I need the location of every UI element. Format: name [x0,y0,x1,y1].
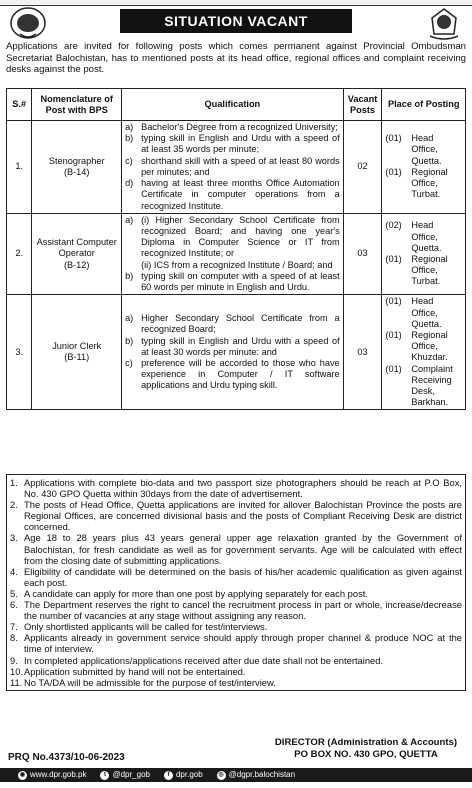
place-text: Regional Office, Turbat. [411,166,448,200]
row-post [32,121,122,214]
note-text: Application submitted by hand will not be entertained. [24,665,246,677]
row-sno: 1. [7,121,32,214]
table-row [7,121,466,214]
qualification-label: d) [125,178,134,189]
col-qualification: Qualification [122,89,344,121]
qualification-item [125,133,340,155]
place-text: Regional Office, Khuzdar. [411,329,448,363]
qualification-label: c) [125,155,133,166]
note-item [10,566,462,588]
qualification-text: typing skill in English and Urdu with a speed of at least 35 words per minute; [141,133,340,155]
place-text: Head Office, Quetta. [411,220,442,253]
note-number: 2. [10,499,18,511]
row-vacant: 03 [343,295,382,410]
col-sno: S.# [7,89,32,121]
row-sno: 3. [7,295,32,410]
note-item [10,677,462,688]
intro-paragraph: Applications are invited for following posts which comes permanent against Provincial Ombudsman Secretariat Balochistan, has to mentioned posts at its head office, regional offices and complaint receiving desks against the post. [6,41,466,75]
post-bps: (B-12) [63,259,90,270]
col-place: Place of Posting [382,89,466,121]
emblem-left-icon [8,6,48,40]
note-number: 1. [10,477,18,488]
row-vacant: 03 [343,213,382,295]
note-text: Only shortlisted applicants will be called for test/interviews. [24,621,268,633]
note-text: The posts of Head Office, Quetta applications are invited for allover Balochistan Province the posts are Regional Offices, are concerned divisional basis and the posts of Compliant Receiving Desk are district concerned. [24,499,462,533]
note-number: 6. [10,599,18,611]
note-number: 4. [10,565,18,577]
post-bps: (B-14) [63,166,90,177]
row-qualification [122,213,344,295]
place-text: Head Office, Quetta. [411,133,442,166]
qualification-text: preference will be accorded to those who have experience in Computer / IT software applications and Urdu typing skill. [141,357,340,391]
director-address: PO BOX NO. 430 GPO, QUETTA [294,748,438,760]
qualification-label: a) [125,313,134,324]
row-vacant: 02 [343,121,382,214]
row-place [382,121,466,214]
row-post [32,213,122,295]
qualification-item [125,122,340,133]
row-place [382,213,466,295]
qualification-label: b) [125,335,134,346]
globe-icon: ◉ [19,771,26,778]
qualification-label: a) [125,214,134,225]
qualification-text: Higher Secondary School Certificate from a recognized Board; [141,313,340,335]
top-strip [0,0,472,6]
twitter-icon: t [100,771,109,780]
note-text: The Department reserves the right to cancel the recruitment process in part or whole, increase/decrease the number of vacancies at any stage without assigning any reason. [24,599,462,622]
place-count: (01) [385,166,402,177]
place-text: Regional Office, Turbat. [411,254,448,287]
place-item [385,254,462,288]
note-number: 3. [10,532,18,544]
note-item [10,655,462,666]
note-number: 9. [10,654,18,666]
row-place [382,295,466,410]
qualification-item [125,336,340,358]
qualification-text: shorthand skill with a speed of at least 80 words per minutes; and [141,155,340,177]
row-sno: 2. [7,213,32,295]
note-number: 7. [10,621,18,633]
col-post: Nomenclature of Post with BPS [32,89,122,121]
note-text: Applicants already in government service should apply through proper channel & produce NOC at the time of interview. [24,632,462,655]
qualification-item [125,215,340,260]
page-title: SITUATION VACANT [120,9,352,33]
note-item [10,532,462,565]
qualification-text: having at least three months Office Automation Certificate in computer operations from a recognized Institute. [141,178,340,211]
qualification-text: (i) Higher Secondary School Certificate from recognized Board; and having one year's Diploma in Computer Science or IT from recognized Institute; or [141,214,340,259]
place-item [385,330,462,364]
note-text: Applications with complete bio-data and two passport size photographers should be reach at P.O Box, No. 430 GPO Quetta within 30days from the date of advertisement. [24,477,462,500]
footer-twitter[interactable]: t @dpr_gob [100,770,149,780]
footer-facebook[interactable]: f dpr.gob [164,770,203,780]
qualification-label: b) [125,133,134,144]
qualification-item [125,271,340,293]
note-number: 8. [10,632,18,644]
place-item [385,133,462,167]
footer-web[interactable]: ◉ www.dpr.gob.pk [19,770,87,780]
place-count: (01) [385,363,402,374]
post-name: Junior Clerk [52,341,102,352]
qualification-item [125,358,340,392]
note-text: Eligibility of candidate will be determined on the basis of his/her academic qualification as given against each post. [24,565,462,588]
note-number: 5. [10,587,18,599]
place-text: Head Office, Quetta. [411,296,442,329]
terms-list [6,474,466,691]
qualification-label: c) [125,357,133,368]
qualification-text: Bachelor's Degree from a recognized University; [141,122,338,132]
director-signature-block [266,737,466,760]
qualification-label: a) [125,122,134,132]
director-title: DIRECTOR (Administration & Accounts) [274,737,458,748]
footer-instagram[interactable]: ◎ @dgpr.balochistan [218,770,296,780]
note-text: In completed applications/applications received after due date shall not be entertained. [24,654,384,666]
footer-bar [0,768,472,782]
qualification-text: typing skill in English and Urdu with a speed of at least 30 words per minute: and [141,335,340,357]
post-name: Stenographer [48,155,105,166]
note-number: 11. [10,676,23,688]
place-count: (01) [385,133,402,144]
row-qualification [122,121,344,214]
row-post [32,295,122,410]
place-count: (02) [385,220,402,231]
note-item [10,477,462,499]
prq-number: PRQ No.4373/10-06-2023 [8,752,125,763]
table-row [7,213,466,295]
instagram-icon: ◎ [218,771,224,778]
qualification-label [125,260,141,271]
facebook-icon: f [164,771,173,780]
place-text: Complaint Receiving Desk, Barkhan. [411,363,453,408]
place-count: (01) [385,329,402,340]
note-text: A candidate can apply for more than one post by applying separately for each post. [24,587,368,599]
place-item [385,364,462,409]
place-count: (01) [385,296,402,307]
place-item [385,220,462,254]
table-row [7,295,466,410]
place-item [385,296,462,330]
qualification-text: (ii) ICS from a recognized Institute / Board; and [141,259,333,270]
place-count: (01) [385,254,402,265]
note-text: No TA/DA will be admissible for the purpose of test/interview. [24,676,276,688]
vacancy-table [6,88,466,410]
qualification-item [125,156,340,178]
note-item [10,621,462,632]
place-item [385,167,462,201]
note-item [10,499,462,532]
note-item [10,632,462,654]
post-bps: (B-11) [64,352,90,363]
qualification-text: typing skill on computer with a speed of at least 60 words per minute in English and Urdu. [141,270,340,293]
note-item [10,599,462,621]
note-item [10,666,462,677]
qualification-item [125,313,340,335]
emblem-right-icon [424,6,464,40]
qualification-label: b) [125,270,134,281]
qualification-item [125,260,340,271]
qualification-item [125,178,340,212]
table-header-row [7,89,466,121]
note-item [10,588,462,599]
post-name: Assistant Computer Operator [36,237,117,259]
note-text: Age 18 to 28 years plus 43 years general upper age relaxation granted by the Government of Balochistan, for fresh candidate as well as for government servants. Age will be calculated with effect from the closing date of submitting applications. [24,532,462,566]
row-qualification [122,295,344,410]
col-vacant: Vacant Posts [343,89,382,121]
note-number: 10. [10,665,24,677]
